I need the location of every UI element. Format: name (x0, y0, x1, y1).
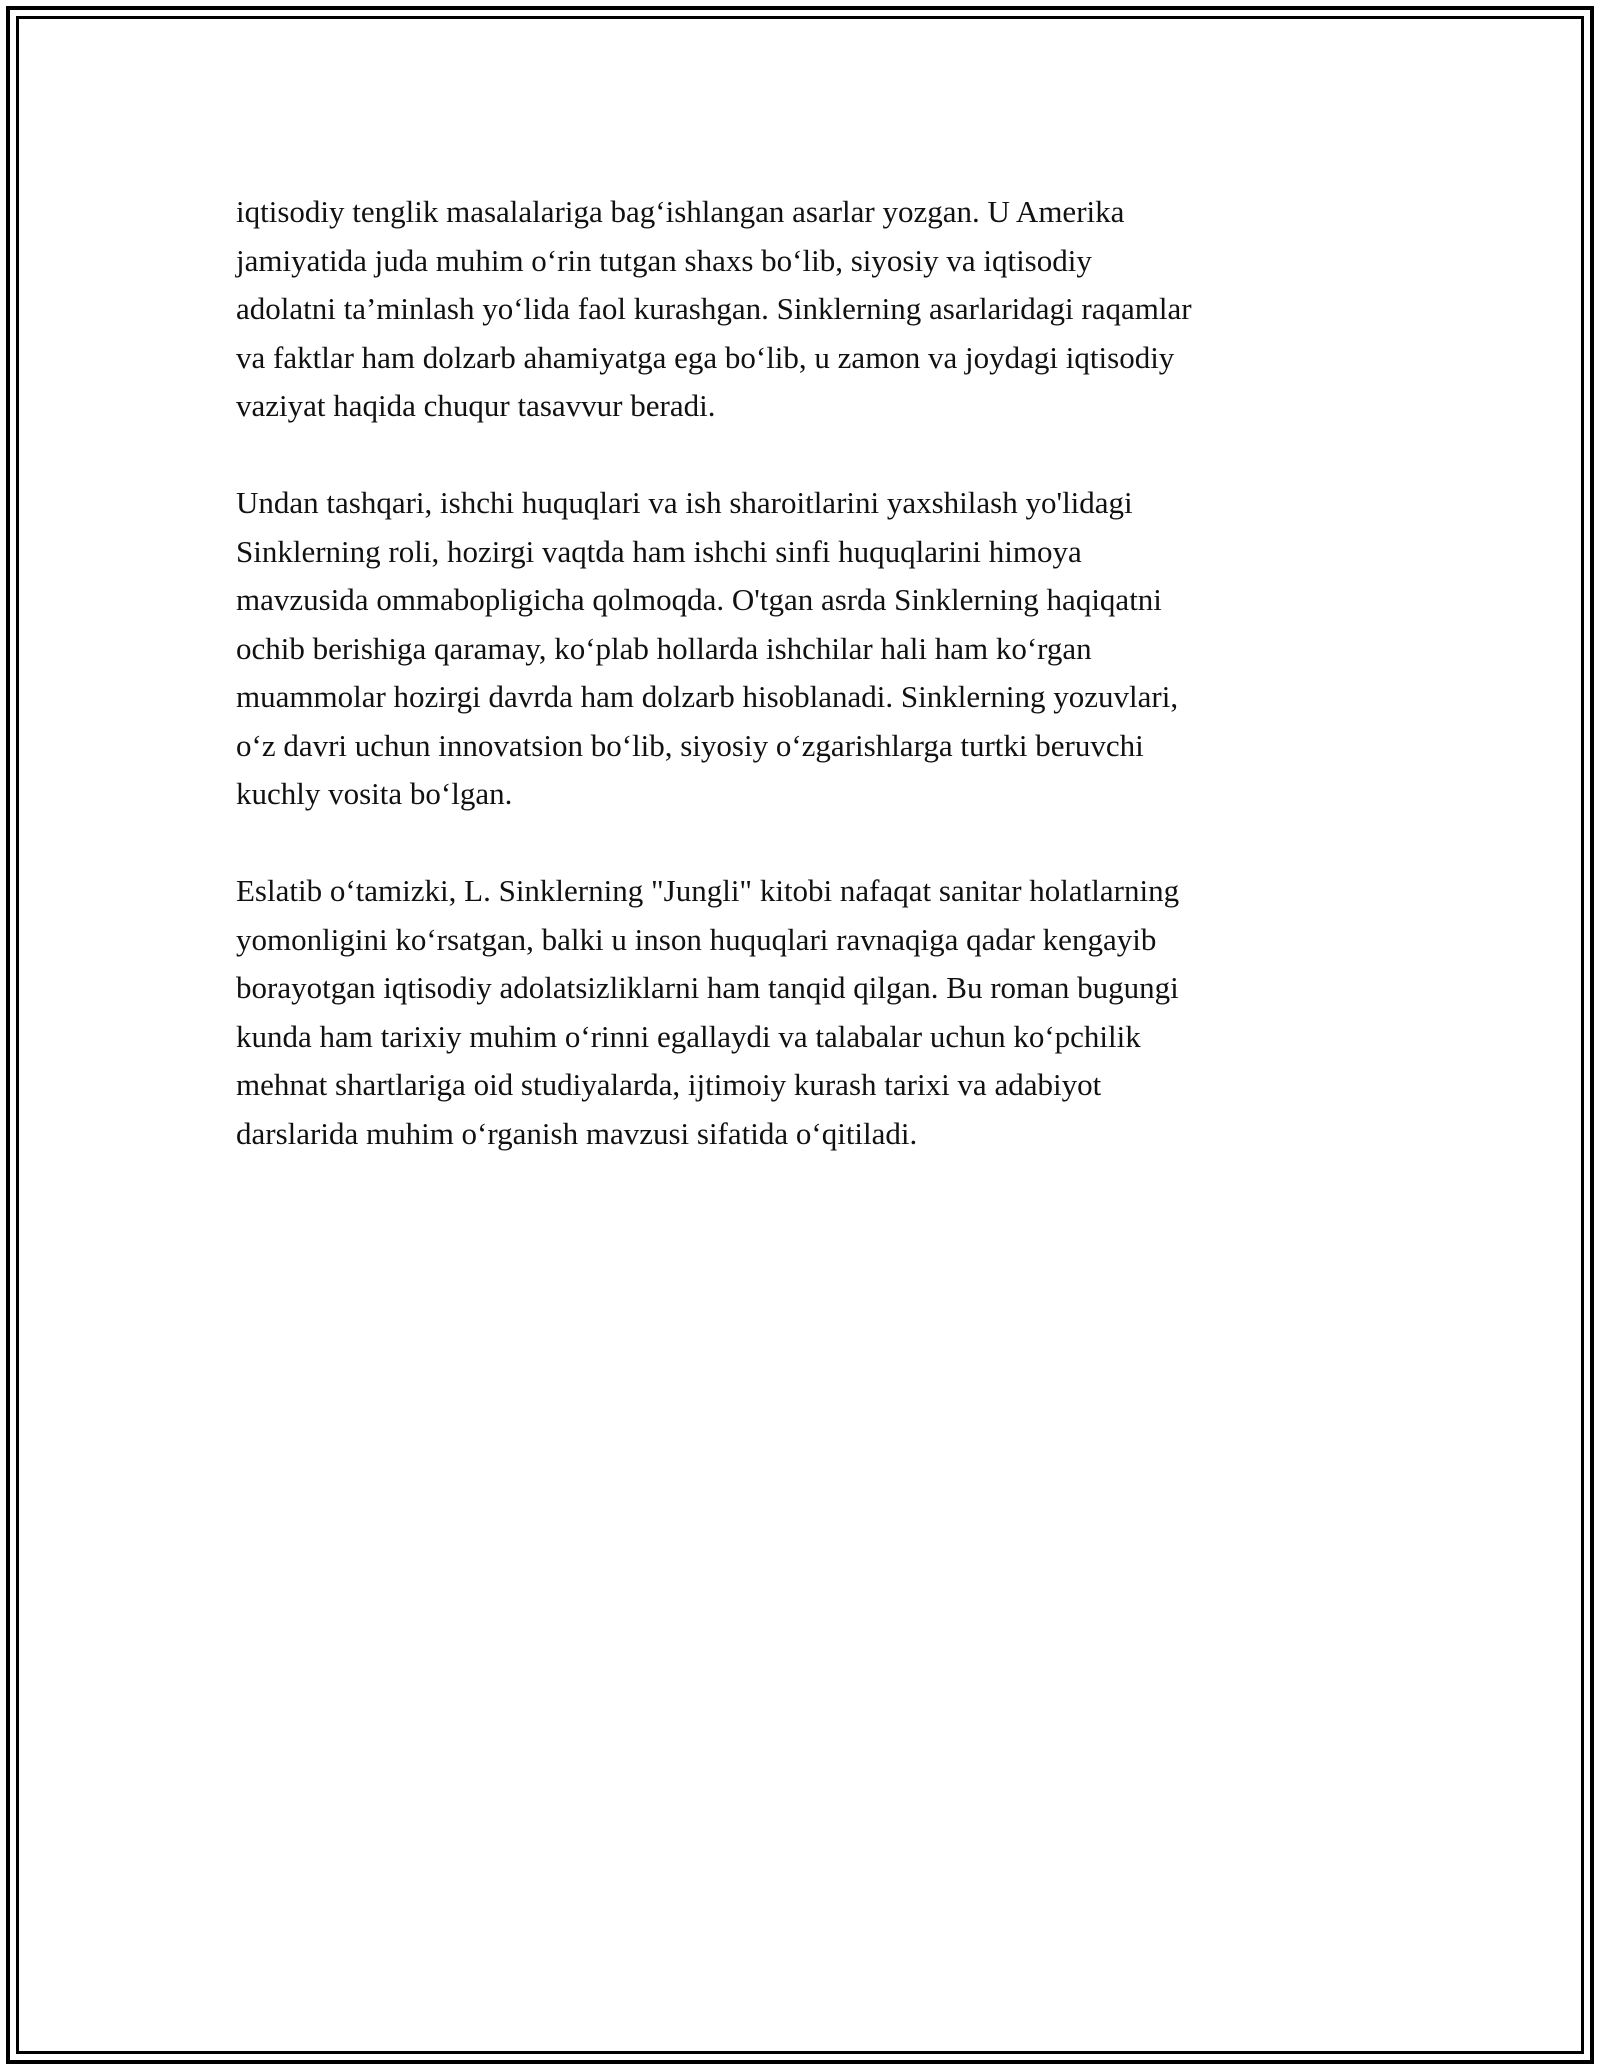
paragraph-2 (236, 479, 1386, 819)
text-line: vaziyat haqida chuqur tasavvur beradi. (236, 388, 716, 423)
text-line: mehnat shartlariga oid studiyalarda, ijtimoiy kurash tarixi va adabiyot (236, 1067, 1102, 1102)
paragraph-3 (236, 867, 1386, 1158)
document-body (236, 188, 1386, 1207)
text-line: va faktlar ham dolzarb ahamiyatga ega bo‘lib, u zamon va joydagi iqtisodiy (236, 339, 1175, 375)
text-line: o‘z davri uchun innovatsion bo‘lib, siyosiy o‘zgarishlarga turtki beruvchi (236, 727, 1144, 763)
text-line: adolatni ta’minlash yo‘lida faol kurashgan. Sinklerning asarlaridagi raqamlar (236, 291, 1192, 326)
text-line: Undan tashqari, ishchi huquqlari va ish sharoitlarini yaxshilash yo'lidagi (236, 485, 1133, 520)
text-line: muammolar hozirgi davrda ham dolzarb hisoblanadi. Sinklerning yozuvlari, (236, 679, 1179, 714)
text-line: ochib berishiga qaramay, ko‘plab hollarda ishchilar hali ham ko‘rgan (236, 630, 1092, 666)
text-line: darslarida muhim o‘rganish mavzusi sifatida o‘qitiladi. (236, 1115, 918, 1151)
text-line: Eslatib o‘tamizki, L. Sinklerning "Jungli" kitobi nafaqat sanitar holatlarning (236, 873, 1180, 908)
paragraph-1 (236, 188, 1386, 431)
text-line: yomonligini ko‘rsatgan, balki u inson huquqlari ravnaqiga qadar kengayib (236, 921, 1157, 957)
text-line: kuchly vosita bo‘lgan. (236, 776, 513, 811)
text-line: kunda ham tarixiy muhim o‘rinni egallaydi va talabalar uchun ko‘pchilik (236, 1018, 1141, 1054)
text-line: Sinklerning roli, hozirgi vaqtda ham ishchi sinfi huquqlarini himoya (236, 533, 1082, 569)
text-line: jamiyatida juda muhim o‘rin tutgan shaxs bo‘lib, siyosiy va iqtisodiy (236, 242, 1092, 278)
text-line: iqtisodiy tenglik masalalariga bag‘ishlangan asarlar yozgan. U Amerika (236, 194, 1125, 229)
text-line: mavzusida ommabopligicha qolmoqda. O'tgan asrda Sinklerning haqiqatni (236, 582, 1162, 617)
text-line: borayotgan iqtisodiy adolatsizliklarni ham tanqid qilgan. Bu roman bugungi (236, 970, 1179, 1005)
